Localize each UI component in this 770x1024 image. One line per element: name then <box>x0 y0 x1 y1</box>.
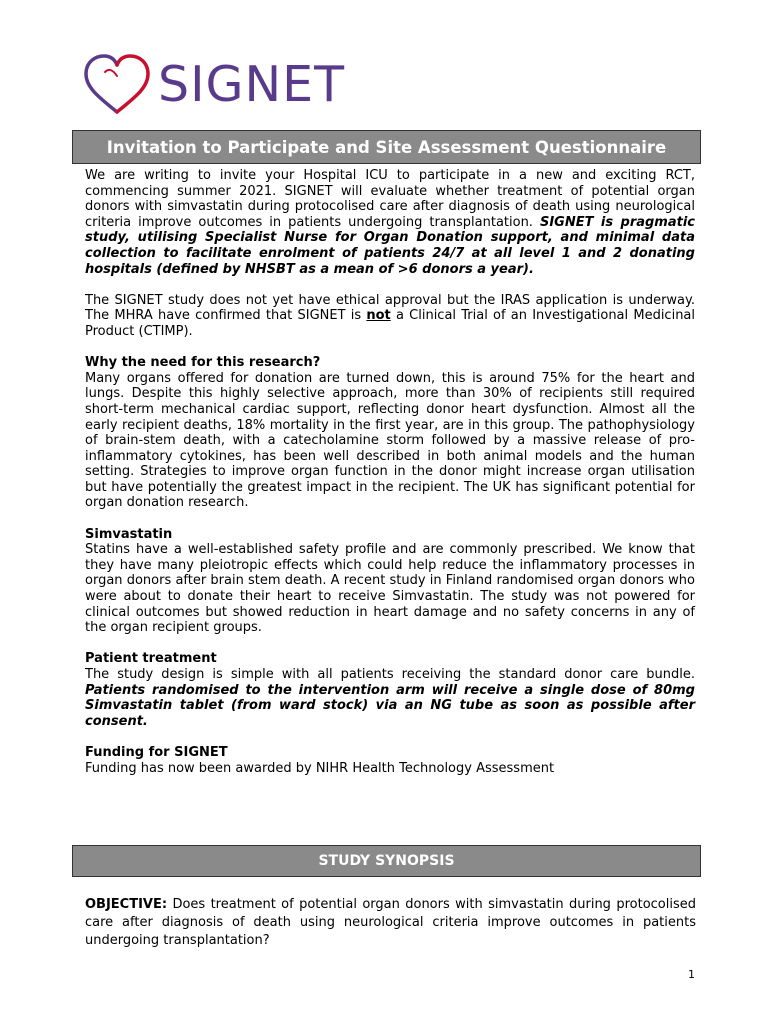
simvastatin-paragraph: Statins have a well-established safety profile and are commonly prescribed. We know that they have many pleiotropic effects which could help reduce the inflammatory processes in organ donors after brain stem death. A recent study in Finland randomised organ donors who were about to donate their heart to receive Simvastatin. The study was not powered for clinical outcomes but showed reduction in heart damage and no safety concerns in any of the organ recipient groups. <box>85 542 695 636</box>
simvastatin-heading: Simvastatin <box>85 526 173 542</box>
ethics-not: not <box>366 308 391 324</box>
funding-paragraph: Funding has now been awarded by NIHR Health Technology Assessment <box>85 760 555 776</box>
ethics-text-before: The SIGNET study does not yet have ethical approval but the IRAS application is underway. The MHRA have confirmed that SIGNET is <box>85 292 695 324</box>
treatment-text: The study design is simple with all patients receiving the standard donor care bundle. <box>85 667 695 682</box>
logo-wordmark: SIGNET <box>158 56 346 113</box>
objective-paragraph <box>85 896 696 950</box>
intro-text: We are writing to invite your Hospital ICU to participate in a new and exciting RCT, commencing summer 2021. SIGNET will evaluate whether treatment of potential organ donors with simvastatin during protocolised care after diagnosis of death using neurological criteria improve outcomes in patients undergoing transplantation. <box>85 168 695 230</box>
study-synopsis-bar <box>72 845 701 877</box>
treatment-emphasis: Patients randomised to the intervention arm will receive a single dose of 80mg Simvastatin tablet (from ward stock) via an NG tube as soon as possible after consent. <box>85 682 695 729</box>
treatment-paragraph <box>85 667 695 729</box>
ethics-text-after: a Clinical Trial of an Investigational Medicinal Product (CTIMP). <box>85 308 696 339</box>
objective-label: OBJECTIVE: <box>85 897 168 912</box>
intro-emphasis: SIGNET is pragmatic study, utilising Specialist Nurse for Organ Donation support, and minimal data collection to facilitate enrolment of patients 24/7 at all level 1 and 2 donating hospitals (defined by NHSBT as a mean of >6 donors a year). <box>85 214 695 277</box>
ethics-paragraph <box>85 293 695 340</box>
invitation-header-bar <box>72 130 701 164</box>
treatment-heading: Patient treatment <box>85 651 217 667</box>
heart-logo-icon <box>82 52 152 118</box>
page-number: 1 <box>688 968 695 981</box>
need-paragraph: Many organs offered for donation are turned down, this is around 75% for the heart and lungs. Despite this highly selective approach, more than 30% of recipients still required short-term mechanical cardiac support, reflecting donor heart dysfunction. Almost all the early recipient deaths, 18% mortality in the first year, are in this group. The pathophysiology of brain-stem death, with a catecholamine storm followed by a massive release of pro-inflammatory cytokines, has been well described in both animal models and the human setting. Strategies to improve organ function in the donor might increase organ utilisation but have potentially the greatest impact in the recipient. The UK has significant potential for organ donation research. <box>85 370 695 511</box>
signet-logo <box>82 52 362 118</box>
invitation-title: Invitation to Participate and Site Assessment Questionnaire <box>106 138 667 157</box>
study-synopsis-title: STUDY SYNOPSIS <box>318 853 455 869</box>
intro-paragraph <box>85 168 695 277</box>
objective-text: Does treatment of potential organ donors with simvastatin during protocolised care after diagnosis of death using neurological criteria improve outcomes in patients undergoing transplantation? <box>85 897 696 948</box>
need-heading: Why the need for this research? <box>85 355 321 371</box>
funding-heading: Funding for SIGNET <box>85 744 228 760</box>
body-content <box>85 168 695 776</box>
